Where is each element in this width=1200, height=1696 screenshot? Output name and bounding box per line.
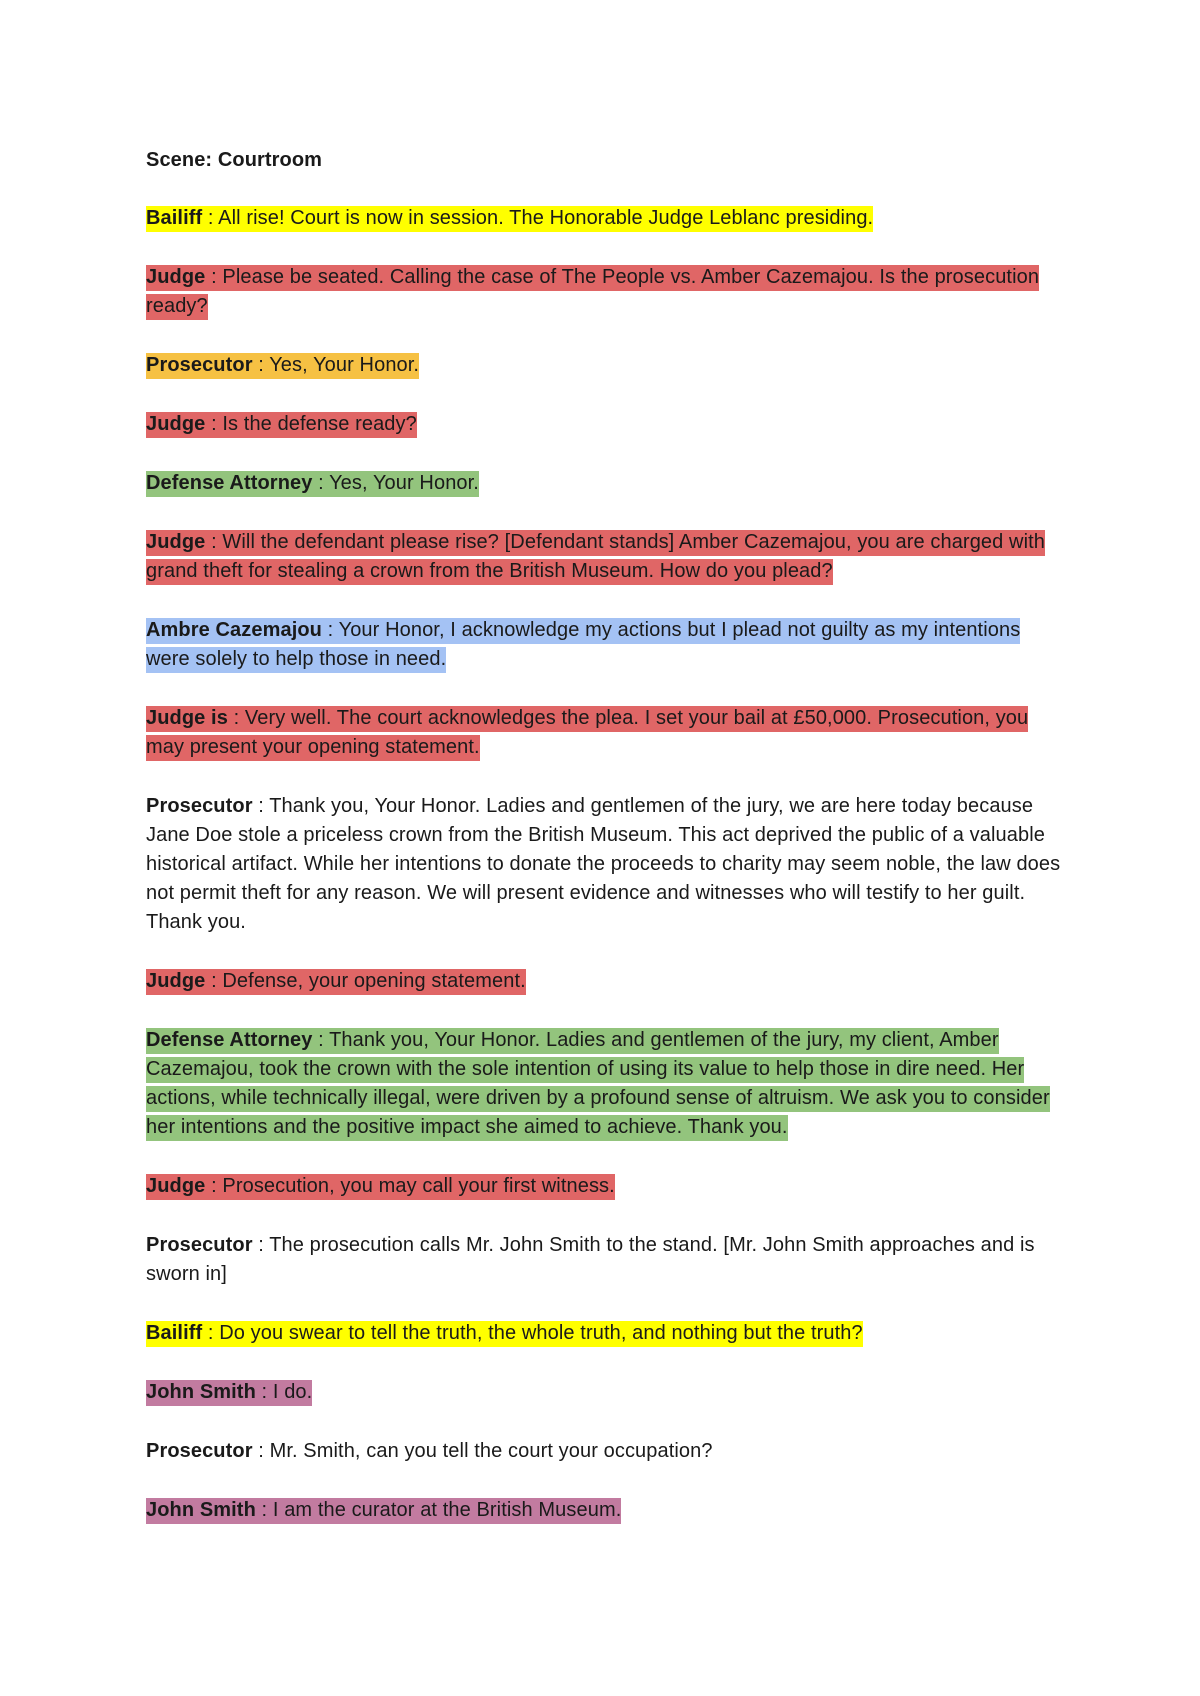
highlighted-text xyxy=(146,1380,312,1406)
speaker-name: Defense Attorney xyxy=(146,472,313,494)
speaker-separator: : xyxy=(202,207,219,229)
speaker-name: Judge xyxy=(146,1175,206,1197)
highlighted-text xyxy=(146,412,417,438)
dialogue-line xyxy=(146,792,1066,937)
dialogue-text: Prosecution, you may call your first witness. xyxy=(222,1175,615,1197)
dialogue-line xyxy=(146,1319,1066,1348)
speaker-name: John Smith xyxy=(146,1499,256,1521)
dialogue-line xyxy=(146,1026,1066,1142)
speaker-separator: : xyxy=(312,472,330,494)
highlighted-text xyxy=(146,1174,615,1200)
speaker-name: Ambre Cazemajou xyxy=(146,619,322,641)
speaker-separator: : xyxy=(252,1234,270,1256)
highlighted-text xyxy=(146,1028,1050,1141)
dialogue-line xyxy=(146,1378,1066,1407)
speaker-separator: : xyxy=(255,1381,273,1403)
speaker-separator: : xyxy=(205,531,223,553)
speaker-separator: : xyxy=(205,266,223,288)
highlighted-text xyxy=(146,618,1020,673)
dialogue-text: Mr. Smith, can you tell the court your occupation? xyxy=(269,1440,713,1462)
highlighted-text xyxy=(146,1233,1035,1288)
highlighted-text xyxy=(146,1439,713,1465)
dialogue-line xyxy=(146,1437,1066,1466)
speaker-name: Judge xyxy=(146,266,206,288)
script-body xyxy=(146,146,1066,1555)
dialogue-text: Do you swear to tell the truth, the whole truth, and nothing but the truth? xyxy=(219,1322,863,1344)
speaker-separator: : xyxy=(312,1029,330,1051)
dialogue-text: Yes, Your Honor. xyxy=(329,472,479,494)
dialogue-text: Your Honor, I acknowledge my actions but I plead not guilty as my intentions were solely to help those in need. xyxy=(146,619,1021,670)
speaker-name: Defense Attorney xyxy=(146,1029,313,1051)
speaker-separator: : xyxy=(205,970,223,992)
dialogue-line xyxy=(146,967,1066,996)
speaker-separator: : xyxy=(252,1440,270,1462)
scene-title: Scene: Courtroom xyxy=(146,149,323,171)
dialogue-line xyxy=(146,204,1066,233)
dialogue-list xyxy=(146,204,1066,1525)
speaker-separator: : xyxy=(252,795,270,817)
dialogue-line xyxy=(146,616,1066,674)
dialogue-line xyxy=(146,469,1066,498)
dialogue-text: Will the defendant please rise? [Defendant stands] Amber Cazemajou, you are charged with grand theft for stealing a crown from the British Museum. How do you plead? xyxy=(146,531,1045,582)
dialogue-text: I am the curator at the British Museum. xyxy=(272,1499,622,1521)
dialogue-text: Is the defense ready? xyxy=(222,413,417,435)
dialogue-line xyxy=(146,704,1066,762)
speaker-name: Prosecutor xyxy=(146,1234,253,1256)
speaker-name: Judge xyxy=(146,531,206,553)
highlighted-text xyxy=(146,206,873,232)
highlighted-text xyxy=(146,530,1045,585)
highlighted-text xyxy=(146,794,1060,936)
speaker-separator: : xyxy=(205,1175,223,1197)
highlighted-text xyxy=(146,1321,863,1347)
highlighted-text xyxy=(146,969,526,995)
speaker-separator: : xyxy=(227,707,245,729)
dialogue-text: Yes, Your Honor. xyxy=(269,354,420,376)
speaker-separator: : xyxy=(322,619,339,641)
dialogue-line xyxy=(146,1172,1066,1201)
dialogue-line xyxy=(146,1496,1066,1525)
highlighted-text xyxy=(146,471,479,497)
highlighted-text xyxy=(146,706,1028,761)
dialogue-line xyxy=(146,528,1066,586)
dialogue-text: Thank you, Your Honor. Ladies and gentlemen of the jury, we are here today because Jane Doe stole a priceless crown from the British Museum. This act deprived the public of a valuable historical artifact. While her intentions to donate the proceeds to charity may seem noble, the law does not permit theft for any reason. We will present evidence and witnesses who will testify to her guilt. Thank you. xyxy=(146,795,1061,933)
speaker-name: Prosecutor xyxy=(146,795,253,817)
speaker-separator: : xyxy=(205,413,223,435)
dialogue-line xyxy=(146,1231,1066,1289)
dialogue-text: All rise! Court is now in session. The Honorable Judge Leblanc presiding. xyxy=(218,207,874,229)
dialogue-text: Defense, your opening statement. xyxy=(222,970,526,992)
speaker-name: Bailiff xyxy=(146,207,203,229)
speaker-name: Prosecutor xyxy=(146,1440,253,1462)
dialogue-line xyxy=(146,263,1066,321)
dialogue-text: Very well. The court acknowledges the plea. I set your bail at £50,000. Prosecution, you may present your opening statement. xyxy=(146,707,1029,758)
highlighted-text xyxy=(146,353,419,379)
dialogue-text: I do. xyxy=(272,1381,313,1403)
speaker-name: Judge is xyxy=(146,707,228,729)
speaker-separator: : xyxy=(252,354,270,376)
dialogue-line xyxy=(146,351,1066,380)
dialogue-text: Thank you, Your Honor. Ladies and gentlemen of the jury, my client, Amber Cazemajou, took the crown with the sole intention of using its value to help those in dire need. Her actions, while technically illegal, were driven by a profound sense of altruism. We ask you to consider her intentions and the positive impact she aimed to achieve. Thank you. xyxy=(146,1029,1050,1138)
speaker-name: Prosecutor xyxy=(146,354,253,376)
dialogue-line xyxy=(146,410,1066,439)
dialogue-text: The prosecution calls Mr. John Smith to the stand. [Mr. John Smith approaches and is sworn in] xyxy=(146,1234,1035,1285)
speaker-name: Judge xyxy=(146,970,206,992)
highlighted-text xyxy=(146,265,1039,320)
speaker-separator: : xyxy=(202,1322,220,1344)
dialogue-text: Please be seated. Calling the case of The People vs. Amber Cazemajou. Is the prosecution ready? xyxy=(146,266,1040,317)
speaker-name: Bailiff xyxy=(146,1322,203,1344)
speaker-separator: : xyxy=(255,1499,273,1521)
speaker-name: John Smith xyxy=(146,1381,256,1403)
highlighted-text xyxy=(146,1498,621,1524)
speaker-name: Judge xyxy=(146,413,206,435)
